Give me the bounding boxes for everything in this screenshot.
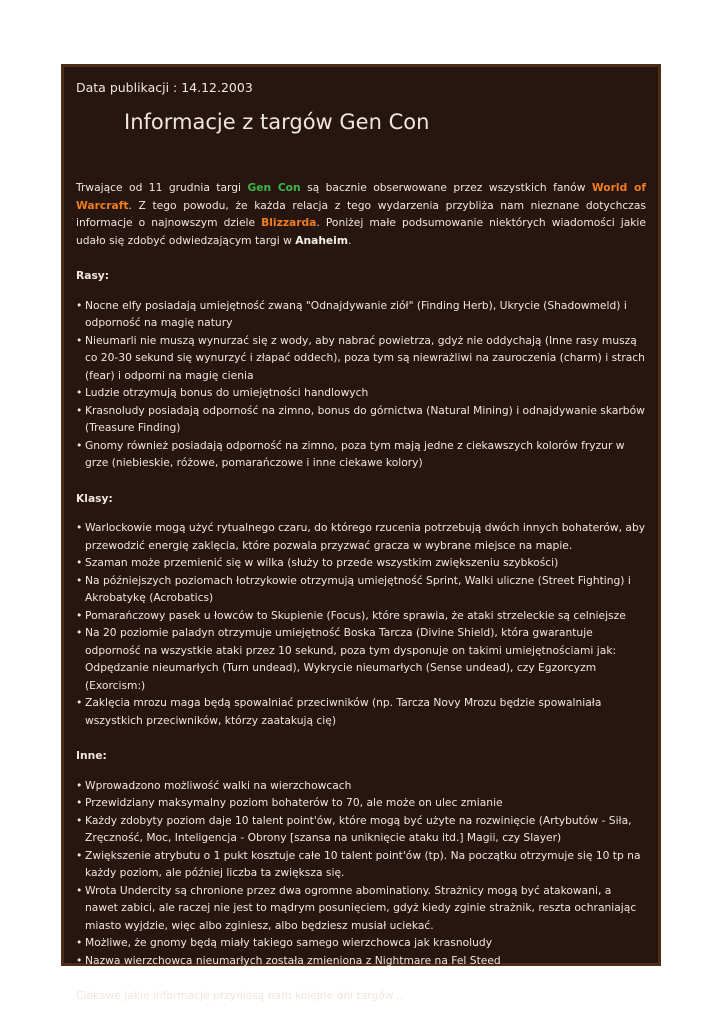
list-item: • Pomarańczowy pasek u łowców to Skupienie (Focus), które sprawia, że ataki strzeleckie są celniejsze (85, 607, 646, 625)
races-list (76, 297, 646, 472)
list-item: • Nocne elfy posiadają umiejętność zwaną "Odnajdywanie ziół" (Finding Herb), Ukrycie (Shadowmeld) i odporność na magię natury (85, 297, 646, 332)
list-item: • Nieumarli nie muszą wynurzać się z wody, aby nabrać powietrza, gdyż nie oddychają (Inne rasy muszą co 20-30 sekund się wynurzyć i złapać oddech), poza tym są niewrażliwi na zauroczenia (charm) i strach (fear) i odporni na magię cienia (85, 332, 646, 385)
intro-text: . (347, 233, 352, 247)
intro-paragraph (76, 179, 646, 249)
list-item: • Wprowadzono możliwość walki na wierzchowcach (85, 777, 646, 795)
article-panel (61, 64, 661, 1002)
intro-text: są bacznie obserwowane przez wszystkich fanów (300, 181, 592, 194)
intro-text: . Poniżej małe podsumowanie niektórych wiadomości jakie udało się zdobyć odwiedzającym targi w (76, 216, 646, 247)
intro-text: . Z tego powodu, że każda relacja z tego wydarzenia przybliża nam nieznane dotychczas informacje o najnowszym dziele (76, 198, 646, 229)
list-item: • Przewidziany maksymalny poziom bohaterów to 70, ale może on ulec zmianie (85, 794, 646, 812)
article-title: Informacje z targów Gen Con (124, 110, 430, 134)
list-item: • Zaklęcia mrozu maga będą spowalniać przeciwników (np. Tarcza Novy Mrozu będzie spowalniała wszystkich przeciwników, którzy zaatakują cię) (85, 694, 646, 729)
list-item: • Zwiększenie atrybutu o 1 pukt kosztuje całe 10 talent point'ów (tp). Na początku otrzymuje się 10 tp na każdy poziom, ale później liczba ta zwiększa się. (85, 847, 646, 882)
list-item: • Krasnoludy posiadają odporność na zimno, bonus do górnictwa (Natural Mining) i odnajdywanie skarbów (Treasure Finding) (85, 402, 646, 437)
list-item: • Na 20 poziomie paladyn otrzymuje umiejętność Boska Tarcza (Divine Shield), która gwarantuje odporność na wszystkie ataki przez 10 sekund, poza tym dysponuje on takimi umiejętnościami jak: Odpędzanie nieumarłych (Turn undead), Wykrycie nieumarłych (Sense undead), czy Egzorcyzm (Exorcism:) (85, 624, 646, 694)
publication-date: Data publikacji : 14.12.2003 (76, 80, 253, 95)
list-item: • Warlockowie mogą użyć rytualnego czaru, do którego rzucenia potrzebują dwóch innych bohaterów, aby przewodzić energię zaklęcia, które pozwala przyzwać gracza w wybrane miejsce na mapie. (85, 519, 646, 554)
other-list (76, 777, 646, 970)
blizzard-highlight: Blizzarda (261, 216, 317, 229)
section-heading-other: Inne: (76, 749, 107, 762)
section-heading-races: Rasy: (76, 269, 110, 282)
list-item: • Na późniejszych poziomach łotrzykowie otrzymują umiejętność Sprint, Walki uliczne (Street Fighting) i Akrobatykę (Acrobatics) (85, 572, 646, 607)
gen-con-highlight: Gen Con (247, 181, 301, 194)
outro-paragraph: Ciekawe jakie informacje przyniosą nam kolejne dni targów... (76, 989, 403, 1002)
list-item: • Gnomy również posiadają odporność na zimno, poza tym mają jedne z ciekawszych kolorów fryzur w grze (niebieskie, różowe, pomarańczowe i inne ciekawe kolory) (85, 437, 646, 472)
anaheim-highlight: Anaheim (295, 233, 348, 247)
list-item: • Nazwa wierzchowca nieumarłych została zmieniona z Nightmare na Fel Steed (85, 952, 646, 970)
world-of-warcraft-highlight: World of Warcraft (76, 181, 646, 212)
classes-list (76, 519, 646, 729)
list-item: • Szaman może przemienić się w wilka (służy to przede wszystkim zwiększeniu szybkości) (85, 554, 646, 572)
list-item: • Możliwe, że gnomy będą miały takiego samego wierzchowca jak krasnoludy (85, 934, 646, 952)
list-item: • Każdy zdobyty poziom daje 10 talent point'ów, które mogą być użyte na rozwinięcie (Artybutów - Siła, Zręczność, Moc, Inteligencja - Obrony [szansa na uniknięcie ataku itd.] Magii, czy Slayer) (85, 812, 646, 847)
list-item: • Wrota Undercity są chronione przez dwa ogromne abominationy. Strażnicy mogą być atakowani, a nawet zabici, ale raczej nie jest to mądrym posunięciem, gdyż kiedy zginie strażnik, reszta ochraniając miasto wyjdzie, więc albo zginiesz, albo będziesz musiał uciekać. (85, 882, 646, 935)
intro-text: Trwające od 11 grudnia targi (76, 181, 248, 194)
section-heading-classes: Klasy: (76, 491, 113, 505)
list-item: • Ludzie otrzymują bonus do umiejętności handlowych (85, 384, 646, 402)
